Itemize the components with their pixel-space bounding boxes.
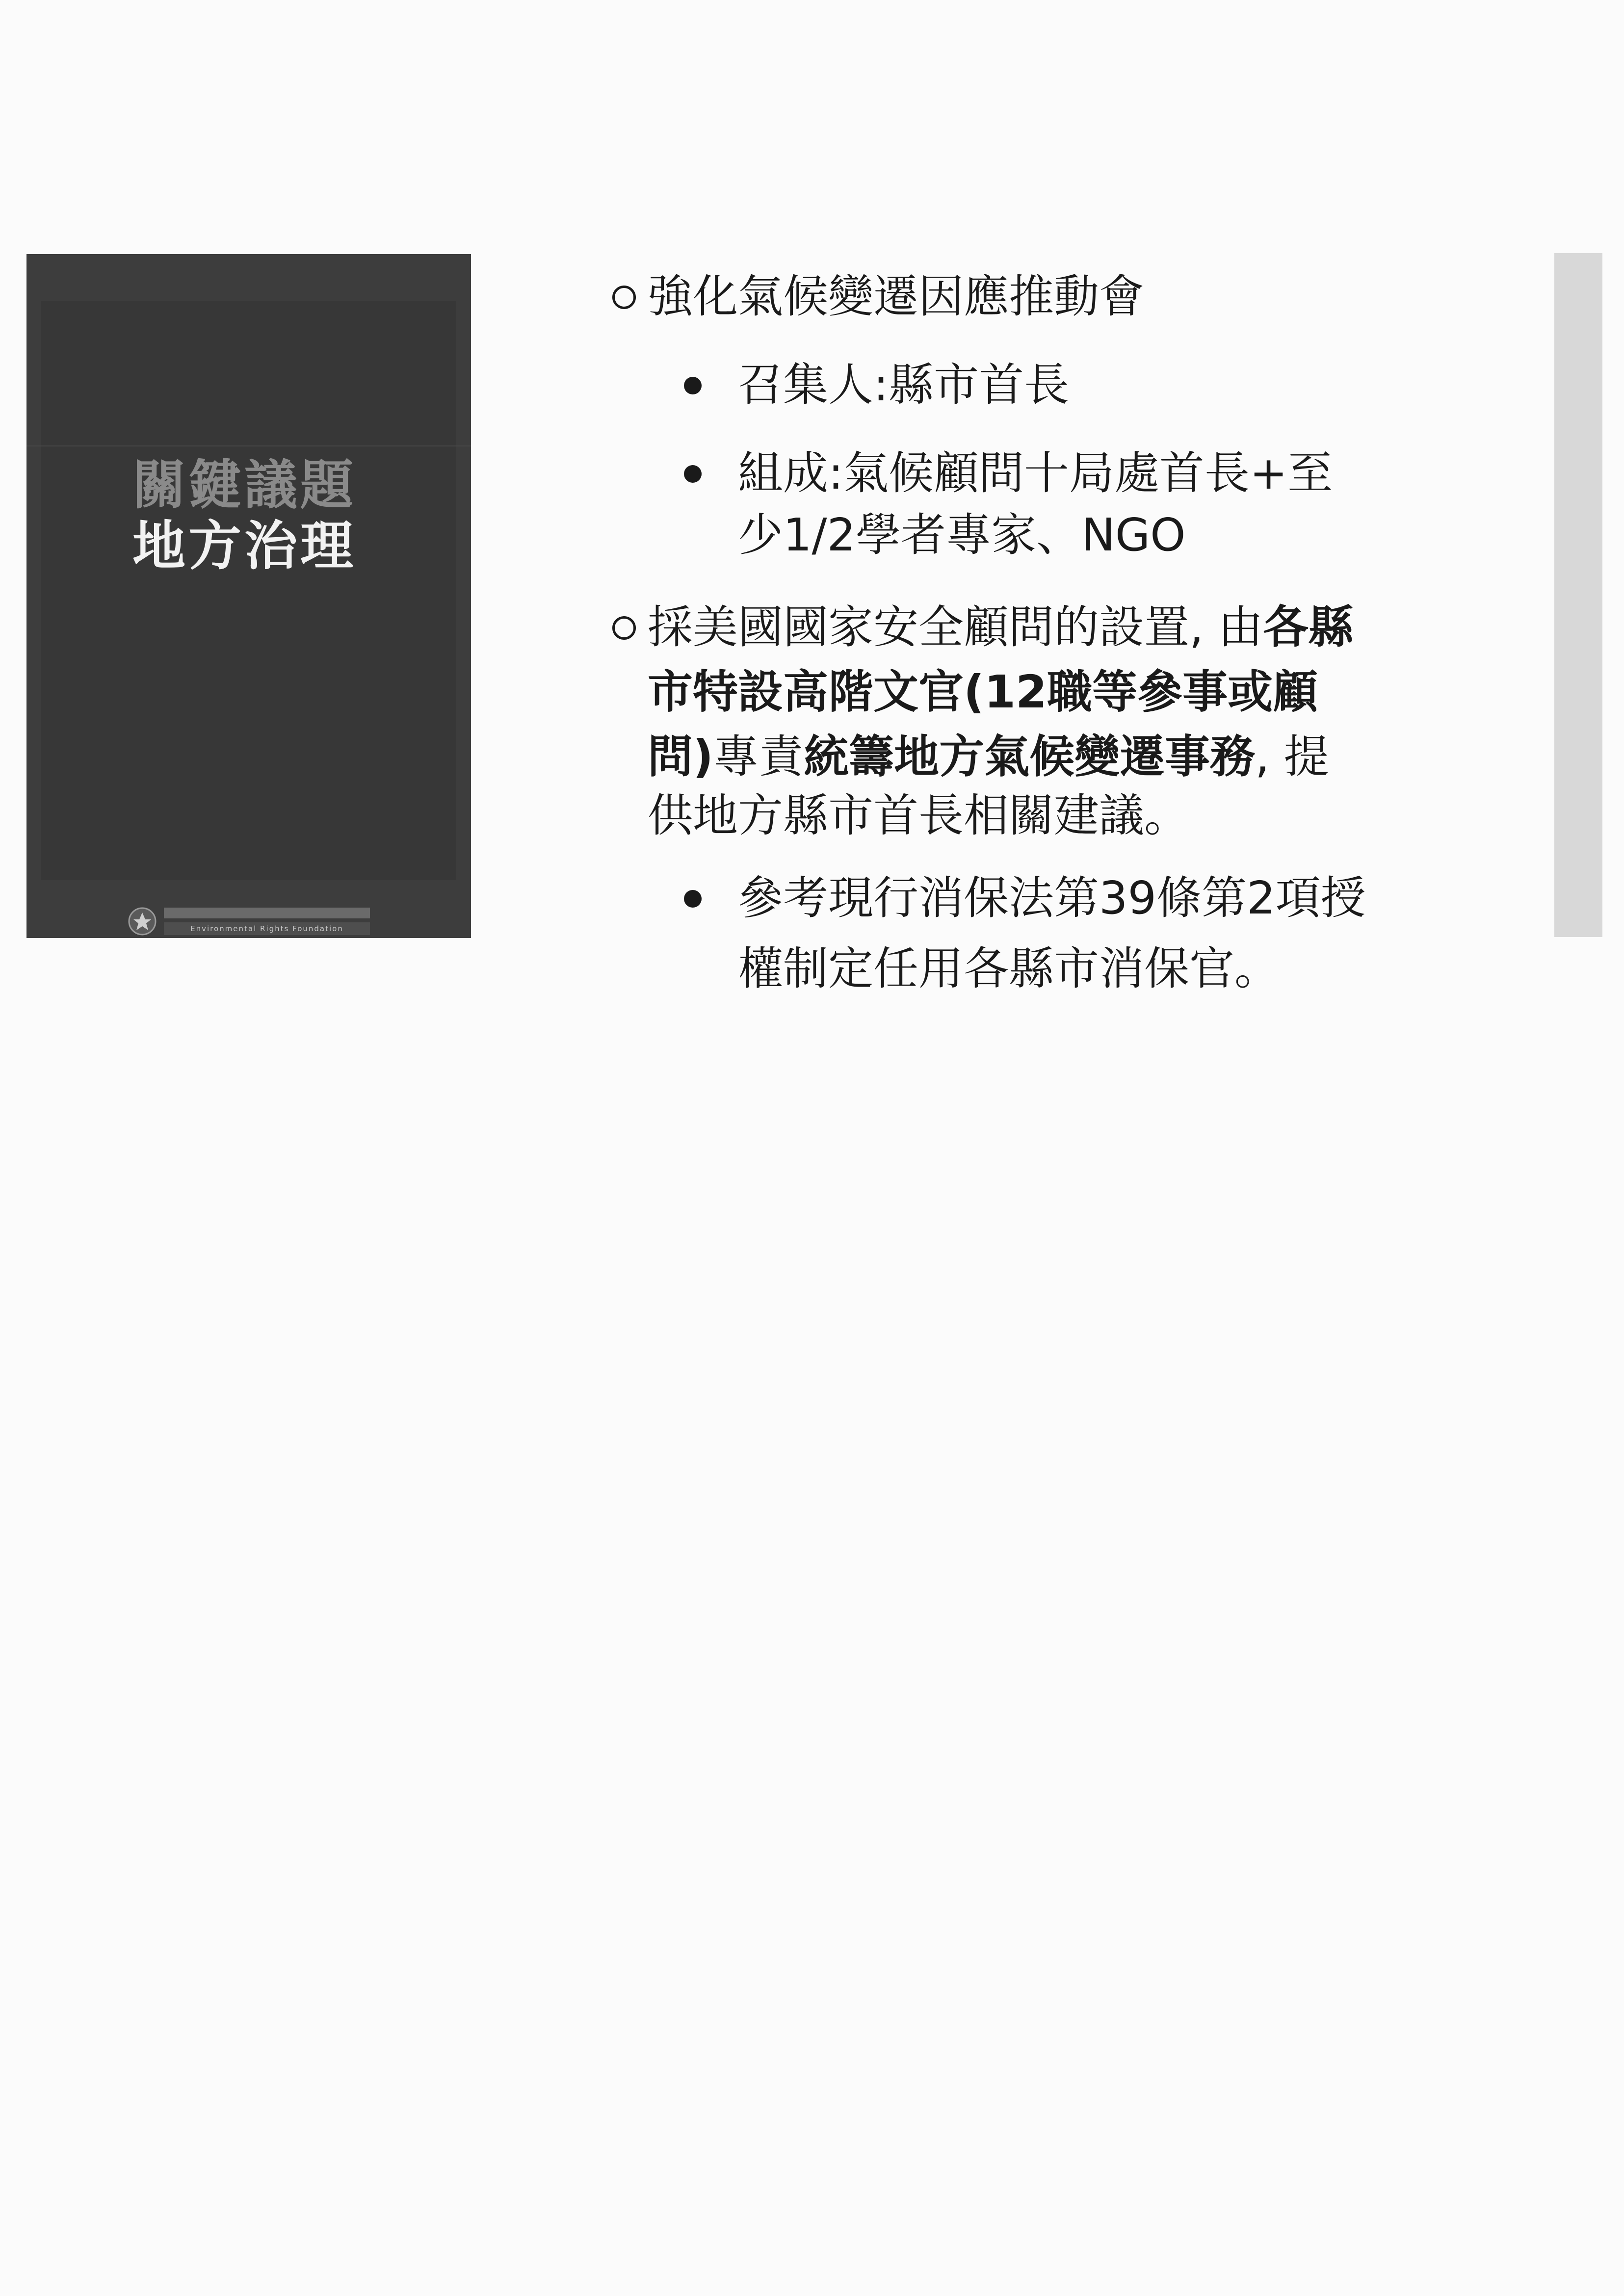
item-2-line1-bold: 各縣	[1263, 601, 1354, 653]
cover-org-name-en: Environmental Rights Foundation	[164, 922, 370, 935]
hollow-bullet-icon	[612, 286, 636, 309]
foundation-logo-icon	[128, 907, 157, 936]
item-1: 強化氣候變遷因應推動會	[648, 270, 1145, 323]
item-2-line4: 供地方縣市首長相關建議。	[648, 789, 1190, 842]
item-2-line3-bold-a: 問)	[648, 731, 714, 783]
cover-title-line1: 關鍵議題	[132, 455, 357, 516]
item-2a-line2: 權制定任用各縣市消保官。	[738, 942, 1280, 995]
item-1b-line1: 組成:氣候顧問十局處首長+至	[738, 447, 1333, 499]
item-2-line3-text-b: 專責	[713, 731, 804, 783]
filled-bullet-icon	[684, 377, 702, 394]
cover-divider	[26, 445, 471, 446]
cover-image	[26, 254, 471, 938]
item-2-line3-bold-c: 統籌地方氣候變遷事務	[804, 731, 1256, 783]
item-2-line1-text: 採美國國家安全顧問的設置, 由	[648, 601, 1263, 653]
filled-bullet-icon	[684, 465, 702, 483]
right-side-strip	[1554, 253, 1602, 937]
cover-title-line2: 地方治理	[132, 516, 357, 577]
item-1a: 召集人:縣市首長	[738, 359, 1069, 411]
item-2-line2	[648, 655, 1318, 729]
item-2-line2-bold: 市特設高階文官(12職等參事或顧	[648, 666, 1318, 718]
hollow-bullet-icon	[612, 616, 636, 640]
cover-org-name-bar	[164, 908, 370, 918]
filled-bullet-icon	[684, 890, 702, 908]
cover-title	[132, 455, 407, 577]
cover-inner-panel	[41, 301, 456, 880]
item-2-line1	[648, 591, 1354, 664]
item-1b-line2: 少1/2學者專家、NGO	[738, 509, 1186, 561]
item-2-line3-text-d: , 提	[1255, 731, 1329, 783]
item-2a-line1: 參考現行消保法第39條第2項授	[738, 872, 1366, 924]
